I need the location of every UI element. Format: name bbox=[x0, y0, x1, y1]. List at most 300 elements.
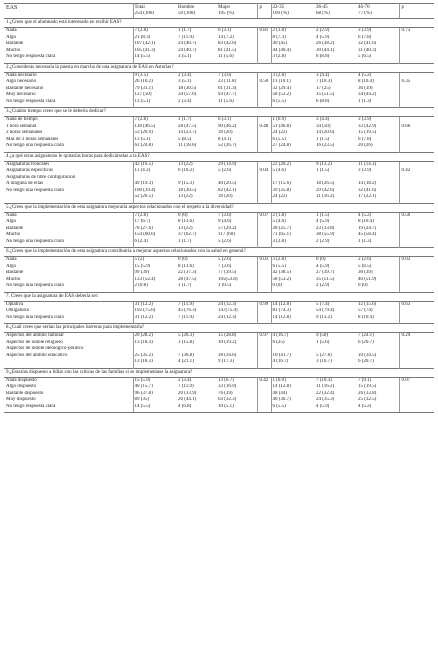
answer-label: Algo dispuesto bbox=[4, 384, 133, 391]
answer-label: Algo bbox=[4, 219, 133, 226]
question-text: 1.¿Crees que el alumnado está interesado en recibir EAS? bbox=[4, 19, 434, 28]
answer-value: 1 (1.3) bbox=[357, 239, 399, 248]
answer-value: 81 (74.3) bbox=[272, 308, 291, 313]
answer-value: 20 (26) bbox=[357, 143, 399, 152]
answer-label: Nada bbox=[4, 28, 133, 35]
answer-label: Bastante bbox=[4, 226, 133, 233]
answer-value: 13 (18.3) bbox=[134, 359, 153, 364]
answer-value: 100 (39.4) bbox=[134, 187, 156, 193]
answer-row bbox=[4, 28, 434, 35]
answer-value: 89 (35) bbox=[134, 397, 150, 402]
answer-value: 49 (45) bbox=[272, 41, 288, 46]
answer-value: 3 (2.8) bbox=[272, 54, 286, 59]
question-text: 3.¿Cuánto tiempo crees que se le debería dedicar? bbox=[4, 108, 434, 117]
answer-value: 14 (12.8) bbox=[272, 314, 291, 320]
answer-value: 11 (18.6) bbox=[178, 143, 197, 148]
answer-label: No tengo respuesta clara bbox=[4, 54, 133, 63]
answer-value: 13 (5.1) bbox=[134, 98, 151, 104]
answer-row bbox=[4, 404, 434, 413]
answer-value bbox=[257, 283, 271, 292]
header-cell: 46-70 bbox=[357, 4, 399, 12]
answer-value: 2 (2.9) bbox=[316, 238, 330, 244]
answer-label: No tengo una respuesta clara bbox=[4, 143, 133, 152]
answer-value: 6 (20.7) bbox=[357, 359, 399, 368]
answer-value bbox=[399, 315, 434, 324]
answer-value: 82 (42.1) bbox=[217, 188, 257, 195]
answer-value: 27 (39.7) bbox=[316, 270, 335, 275]
answer-value: 24 (12.3) bbox=[217, 301, 257, 308]
answer-row bbox=[4, 283, 434, 292]
answer-value: 34 (44.2) bbox=[357, 92, 399, 99]
answer-value: 3 (3.9) bbox=[357, 168, 399, 175]
answer-value: 26 (44.1) bbox=[178, 397, 197, 402]
answer-label: Bastante bbox=[4, 270, 133, 277]
answer-value: 30 (39) bbox=[357, 270, 399, 277]
answer-value: 0.42 bbox=[257, 377, 271, 384]
answer-value: 2 (2.6) bbox=[357, 257, 399, 264]
answer-value: 52 (26.7) bbox=[217, 143, 257, 152]
answer-value: 7 (11.9) bbox=[178, 314, 194, 320]
answer-value bbox=[257, 117, 271, 124]
answer-value: 25 (32.5) bbox=[357, 397, 399, 404]
answer-label: Aspectos del ámbito educativo bbox=[4, 353, 133, 360]
answer-label: No tengo respuesta clara bbox=[4, 99, 133, 108]
answer-value: 99 (39) bbox=[134, 270, 150, 275]
answer-value: 0.73 bbox=[401, 28, 411, 33]
answer-value: 3 (5.1) bbox=[178, 79, 192, 84]
answer-value: 10 (5.1) bbox=[217, 404, 257, 413]
answer-value: 7 (11.9) bbox=[178, 384, 194, 389]
answer-value bbox=[399, 54, 434, 63]
answer-value: 77 (39.5) bbox=[217, 270, 257, 277]
answer-value: 6 (3.1) bbox=[217, 28, 257, 35]
answer-label: No tengo una respuesta clara bbox=[4, 283, 133, 292]
answer-value: 15 (28.8) bbox=[217, 333, 257, 340]
answer-value: 9 (17.3) bbox=[217, 359, 257, 368]
answer-value: 28 (47.5) bbox=[178, 123, 197, 129]
answer-value: 14 (18.2) bbox=[357, 181, 399, 188]
answer-value: 3 (3.9) bbox=[357, 117, 399, 124]
answer-value: 6 (5.5) bbox=[272, 263, 286, 269]
answer-value: 31 (12.2) bbox=[134, 314, 153, 320]
answer-row bbox=[4, 257, 434, 264]
header-count-cell: 109 (%) bbox=[271, 11, 315, 19]
answer-value: 4 (16.7) bbox=[272, 359, 289, 364]
answer-value: 40 (20.5) bbox=[217, 181, 257, 188]
answer-value: 118 (46.5) bbox=[134, 123, 156, 129]
answer-value: 6 (5.5) bbox=[271, 404, 315, 413]
answer-value bbox=[257, 404, 271, 413]
answer-value: 32 (41.6) bbox=[357, 188, 399, 195]
answer-value: 39 (20) bbox=[217, 130, 257, 137]
answer-value: 18 (34.6) bbox=[217, 353, 257, 360]
answer-row bbox=[4, 333, 434, 340]
answer-value: 5 (6.5) bbox=[357, 264, 399, 271]
header-count-cell bbox=[4, 11, 133, 19]
answer-label: Mucho bbox=[4, 48, 133, 55]
answer-label: Nada de tiempo bbox=[4, 117, 133, 124]
answer-row bbox=[4, 239, 434, 248]
answer-value: 40 (51.9) bbox=[357, 277, 399, 284]
answer-value: 58 (53.2) bbox=[272, 276, 291, 282]
answer-value: 7 (2.8) bbox=[134, 28, 148, 33]
answer-value: 6 (10.2) bbox=[178, 168, 194, 173]
answer-value bbox=[399, 99, 434, 108]
answer-value: 30 (39) bbox=[357, 86, 399, 93]
answer-value: 6 (2.4) bbox=[134, 238, 148, 244]
answer-label: Nada necesario bbox=[4, 72, 133, 79]
answer-value: 24 (22) bbox=[272, 130, 288, 135]
answer-row bbox=[4, 377, 434, 384]
answer-value: 26 (38.2) bbox=[316, 41, 335, 46]
answer-value: 0.63 bbox=[401, 301, 411, 307]
answer-value: 28 (25.7) bbox=[272, 225, 291, 231]
answer-value: 51 (46.8) bbox=[272, 123, 291, 129]
answer-value: 27 (24.8) bbox=[272, 143, 291, 148]
answer-value: 13 (18.3) bbox=[134, 339, 153, 345]
answer-value: 0 (0) bbox=[272, 283, 283, 288]
answer-label: No tengo una respuesta clara bbox=[4, 315, 133, 324]
answer-value: 18 (30.5) bbox=[178, 85, 197, 91]
header-cell: 36-45 bbox=[315, 4, 357, 12]
answer-value: 53 (20.9) bbox=[134, 130, 153, 135]
answer-value: 4 (5.9) bbox=[316, 34, 330, 40]
answer-value: 15 (19.5) bbox=[357, 384, 399, 391]
answer-value: 15 (5.9) bbox=[134, 377, 151, 383]
answer-value: 8 (10.4) bbox=[357, 315, 399, 324]
answer-value: 9 (4.6) bbox=[217, 219, 257, 226]
answer-value: 6 (7.8) bbox=[357, 137, 399, 144]
question-row bbox=[4, 248, 434, 257]
answer-value: 1 (5.6) bbox=[316, 339, 330, 345]
answer-value: 3 (15.8) bbox=[178, 339, 194, 345]
question-row bbox=[4, 203, 434, 212]
answer-value: 17 (15.6) bbox=[272, 181, 291, 186]
answer-value: 10 (19.2) bbox=[217, 340, 257, 347]
answer-value: 11 (16.2) bbox=[316, 194, 335, 199]
answer-value: 4 (5.9) bbox=[316, 219, 330, 224]
answer-value: 17 (6.7) bbox=[134, 219, 151, 224]
answer-row bbox=[4, 72, 434, 79]
answer-value: 17 (22.1) bbox=[357, 194, 399, 203]
answer-value: 7 (3.6) bbox=[217, 264, 257, 271]
answer-value: 96 (37.8) bbox=[134, 390, 153, 396]
answer-value: 2 (3.4) bbox=[178, 72, 192, 78]
question-row bbox=[4, 19, 434, 28]
answer-value: 24 (22) bbox=[272, 194, 288, 199]
answer-value: 7 (3.6) bbox=[217, 212, 257, 219]
header-count-cell bbox=[399, 11, 434, 19]
answer-label: Bastante necesario bbox=[4, 86, 133, 93]
answer-label: Mucho bbox=[4, 232, 133, 239]
answer-value: 63 (24.8) bbox=[134, 143, 153, 148]
answer-value bbox=[257, 99, 271, 108]
answer-row bbox=[4, 194, 434, 203]
answer-value: 5 (2) bbox=[134, 257, 145, 262]
answer-value: 9 (13.2) bbox=[316, 314, 332, 320]
answer-label bbox=[4, 359, 133, 368]
answer-value bbox=[399, 194, 434, 203]
answer-value: 8 (10.4) bbox=[357, 79, 399, 86]
answer-value: 15 (19.5) bbox=[357, 130, 399, 137]
answer-value: 32 (29.4) bbox=[272, 85, 291, 91]
answer-value: 32 (41.6) bbox=[357, 41, 399, 48]
answer-row bbox=[4, 99, 434, 108]
answer-value: 42 (38.5) bbox=[272, 270, 291, 275]
answer-value: 192 (75.6) bbox=[134, 308, 156, 313]
answer-value: 1 (0.9) bbox=[272, 377, 286, 383]
answer-value: 81 (41.5) bbox=[217, 48, 257, 55]
answer-value: 22 (32.4) bbox=[316, 390, 335, 396]
question-row bbox=[4, 368, 434, 377]
question-text: 5.¿Crees que la implementación de esta asignatura mejoraría aspectos relacionados con el respeto a la diversidad? bbox=[4, 203, 434, 212]
answer-label: Asignaturas de libre configuración bbox=[4, 175, 133, 182]
answer-value: 2 (0.8) bbox=[134, 283, 148, 288]
question-row bbox=[4, 108, 434, 117]
answer-value: 5 (2.6) bbox=[217, 257, 257, 264]
answer-value: 0.99 bbox=[257, 301, 271, 308]
answer-value: 7 (2.8) bbox=[134, 212, 148, 218]
answer-value: 24 (40.7) bbox=[178, 41, 197, 46]
answer-value: 11 (5.6) bbox=[217, 54, 257, 63]
answer-label: Bastante dispuesto bbox=[4, 391, 133, 398]
answer-label: Aspectos del ámbito familiar bbox=[4, 333, 133, 340]
answer-value: 0.03 bbox=[257, 257, 271, 264]
answer-value: 24 (35.3) bbox=[316, 397, 335, 402]
answer-value: 0.35 bbox=[401, 79, 411, 84]
answer-value: 1 (1.5) bbox=[316, 168, 330, 173]
answer-label: No tengo respuesta clara bbox=[4, 404, 133, 413]
answer-label: Algo bbox=[4, 35, 133, 42]
answer-value: 5 (7.4) bbox=[316, 301, 330, 307]
question-row bbox=[4, 292, 434, 301]
answer-value: 33 (16.9) bbox=[217, 384, 257, 391]
answer-value: 42 (16.5) bbox=[134, 161, 153, 167]
answer-value bbox=[399, 239, 434, 248]
answer-value: 3 (2.8) bbox=[272, 72, 286, 78]
answer-value: 7 (36.8) bbox=[178, 352, 194, 358]
answer-value: 2 (2.9) bbox=[316, 283, 330, 288]
answer-value: 18 (26.5) bbox=[316, 181, 335, 186]
answer-value: 0.97 bbox=[257, 333, 271, 340]
question-row bbox=[4, 152, 434, 161]
answer-value: 4 (5.2) bbox=[357, 72, 399, 79]
answer-value: 79 (31.1) bbox=[134, 85, 153, 91]
answer-value: 44 (40.4) bbox=[272, 47, 291, 53]
answer-label: Nada bbox=[4, 257, 133, 264]
answer-value: 1 (0.5) bbox=[217, 283, 257, 292]
answer-value bbox=[399, 359, 434, 368]
answer-value: 48 (44) bbox=[272, 390, 288, 396]
answer-value: 21 (8.3) bbox=[134, 34, 151, 40]
header-row bbox=[4, 4, 434, 12]
header-counts-row bbox=[4, 11, 434, 19]
answer-value: 4 (5.2) bbox=[357, 212, 399, 219]
answer-value: 30 (44.1) bbox=[316, 47, 335, 53]
answer-value bbox=[399, 143, 434, 152]
question-text: 6.¿Crees que la implementación de esta asignatura contribuiría a mejorar aspectos relacionados con la salud en general? bbox=[4, 248, 434, 257]
answer-value: 16 (23.5) bbox=[316, 143, 335, 148]
answer-value: 10 (41.7) bbox=[272, 352, 291, 358]
answer-label: Nada dispuesto bbox=[4, 377, 133, 384]
answer-row bbox=[4, 315, 434, 324]
answer-value: 0.50 bbox=[257, 79, 271, 86]
answer-value: 34 (57.6) bbox=[178, 92, 197, 97]
answer-value bbox=[257, 72, 271, 79]
answer-value: 17 (25) bbox=[316, 85, 331, 91]
answer-value: 11 (4.3) bbox=[134, 168, 151, 173]
answer-value: 1 (1.3) bbox=[357, 99, 399, 108]
answer-value: 0 (0) bbox=[178, 212, 188, 218]
header-cell: 22-35 bbox=[271, 4, 315, 12]
answer-value: 3 (3.9) bbox=[357, 28, 399, 35]
answer-value: 13 (22) bbox=[178, 194, 193, 199]
answer-value bbox=[257, 239, 271, 248]
answer-value: 4 (21.1) bbox=[178, 359, 194, 364]
answer-value: 5 (26.3) bbox=[178, 333, 194, 338]
answer-value: 0.50 bbox=[401, 212, 411, 218]
answer-value: 93 (47.7) bbox=[217, 92, 257, 99]
answer-value: 2 (3.4) bbox=[178, 377, 192, 383]
answer-value: 11 (14.3) bbox=[357, 161, 399, 168]
answer-value bbox=[399, 283, 434, 292]
answer-value: 0.42 bbox=[401, 168, 411, 173]
header-cell: Mujer bbox=[217, 4, 257, 12]
answer-value: 5 (4.6) bbox=[272, 219, 286, 224]
answer-value: 3 (16.7) bbox=[316, 359, 332, 364]
question-row bbox=[4, 63, 434, 72]
answer-value bbox=[257, 143, 271, 152]
answer-row bbox=[4, 117, 434, 124]
answer-value: 6 (7.8) bbox=[357, 35, 399, 42]
answer-value: 7 (10.3) bbox=[316, 79, 332, 84]
answer-value bbox=[399, 161, 434, 168]
answer-value: 2 (1.8) bbox=[272, 28, 286, 33]
answer-value: 24 (12.3) bbox=[217, 315, 257, 324]
answer-value: 1 (1.7) bbox=[178, 283, 192, 288]
answer-value: 29 (42.6) bbox=[316, 187, 335, 193]
answer-value: 35 (51.5) bbox=[316, 276, 335, 282]
answer-value: 63 (32.3) bbox=[217, 397, 257, 404]
answer-value: 9 (50) bbox=[316, 333, 329, 338]
answer-label: Algo bbox=[4, 264, 133, 271]
answer-value: 1 (0.9) bbox=[272, 117, 286, 122]
answer-value: 61 (31.3) bbox=[217, 86, 257, 93]
answer-value: 0.48 bbox=[257, 124, 271, 131]
answer-value: 40 (36.7) bbox=[272, 397, 291, 402]
header-cell: Hombre bbox=[177, 4, 217, 12]
answer-value: 25 (35.2) bbox=[134, 352, 153, 358]
answer-label: 2 horas semanales bbox=[4, 130, 133, 137]
answer-value: 0.29 bbox=[401, 333, 411, 338]
survey-results-table bbox=[4, 3, 434, 413]
answer-value: 8 (13.6) bbox=[178, 219, 194, 224]
answer-value: 57 (74) bbox=[357, 308, 399, 315]
answer-label: Obligatoria bbox=[4, 308, 133, 315]
answer-row bbox=[4, 161, 434, 168]
answer-row bbox=[4, 301, 434, 308]
answer-value: 10 (34.5) bbox=[357, 353, 399, 360]
answer-value: 58 (53.2) bbox=[272, 92, 291, 97]
answer-value: 7 (11.9) bbox=[178, 301, 194, 307]
header-count-cell: 254 (100) bbox=[133, 11, 177, 19]
answer-value: 5 (4.6) bbox=[272, 168, 286, 173]
answer-label: Muy dispuesto bbox=[4, 397, 133, 404]
answer-value: 4 (5.9) bbox=[316, 263, 330, 269]
header-count-cell bbox=[257, 11, 271, 19]
answer-value bbox=[257, 359, 271, 368]
answer-value: 71 (65.1) bbox=[272, 232, 291, 237]
answer-label: Asignaturas específicas bbox=[4, 168, 133, 175]
answer-value: 18 (30.5) bbox=[178, 187, 197, 193]
answer-value: 9 (15.3) bbox=[178, 181, 194, 186]
answer-value: 4 (5.2) bbox=[357, 404, 399, 413]
answer-label: 1 hora semanal bbox=[4, 124, 133, 131]
answer-value: 4 (5.9) bbox=[315, 404, 357, 413]
answer-value: 6 (8.8) bbox=[316, 54, 330, 59]
answer-value: 107 (42.1) bbox=[134, 41, 156, 46]
answer-value: 20 (33.9) bbox=[178, 390, 197, 396]
answer-label: Mucho bbox=[4, 277, 133, 284]
answer-label: No tengo una respuesta clara bbox=[4, 188, 133, 195]
answer-value: 6 (3.1) bbox=[217, 117, 257, 124]
answer-value: 6 (8.8) bbox=[316, 98, 330, 104]
answer-value: 90 (46.2) bbox=[217, 124, 257, 131]
answer-value: 2 (2.9) bbox=[316, 28, 330, 33]
header-cell: p bbox=[399, 4, 434, 12]
answer-value: 14 (7.2) bbox=[217, 35, 257, 42]
answer-value: 57 (29.2) bbox=[217, 226, 257, 233]
answer-label: No tengo una respuesta clara bbox=[4, 239, 133, 248]
answer-value: 20 (28.2) bbox=[134, 333, 153, 338]
answer-value: 5 (2.6) bbox=[217, 168, 257, 175]
answer-value: 11 (16.2) bbox=[316, 384, 335, 389]
answer-label: A ninguna de ellas bbox=[4, 181, 133, 188]
answer-value: 70 (27.6) bbox=[134, 225, 153, 231]
answer-value: 9 (13.2) bbox=[316, 161, 332, 167]
answer-value: 5 (2.6) bbox=[217, 239, 257, 248]
answer-value: 154 (60.6) bbox=[134, 232, 156, 237]
answer-value: 31 (12.2) bbox=[134, 301, 153, 307]
answer-value: 31 (40.3) bbox=[357, 48, 399, 55]
answer-value bbox=[399, 404, 434, 413]
answer-value: 7 (11.9) bbox=[178, 34, 194, 40]
answer-value: 133 (52.4) bbox=[134, 276, 156, 282]
answer-value: 52 (20.5) bbox=[134, 194, 153, 199]
answer-value: 117 (60) bbox=[217, 232, 257, 239]
answer-value: 8 (4.1) bbox=[217, 137, 257, 144]
answer-value: 147(75.4) bbox=[217, 308, 257, 315]
answer-value: 7 (24.1) bbox=[357, 333, 399, 340]
answer-value: 26 (10.2) bbox=[134, 79, 153, 84]
answer-label: Más de 3 horas semanales bbox=[4, 137, 133, 144]
answer-value: 13 (6.7) bbox=[217, 377, 257, 384]
question-text: 8.¿Cuál crees que serían las principales barreras para implementarla? bbox=[4, 324, 434, 333]
answer-row bbox=[4, 143, 434, 152]
answer-value: 3 (4.4) bbox=[316, 117, 330, 122]
answer-value: 4 (6.8) bbox=[177, 404, 217, 413]
answer-value: 45 (76.3) bbox=[178, 308, 197, 313]
answer-value: 39 (20) bbox=[217, 194, 257, 203]
answer-label: Optativa bbox=[4, 301, 133, 308]
answer-value: 83 (42.6) bbox=[217, 41, 257, 48]
answer-value: 23 (11.8) bbox=[217, 79, 257, 86]
answer-value: 6 (20.7) bbox=[357, 340, 399, 347]
answer-value: 23 (33.8) bbox=[316, 225, 335, 231]
answer-label: Algo necesario bbox=[4, 79, 133, 86]
answer-value: 13 (22) bbox=[178, 225, 193, 231]
answer-value: 0.81 bbox=[257, 28, 271, 35]
